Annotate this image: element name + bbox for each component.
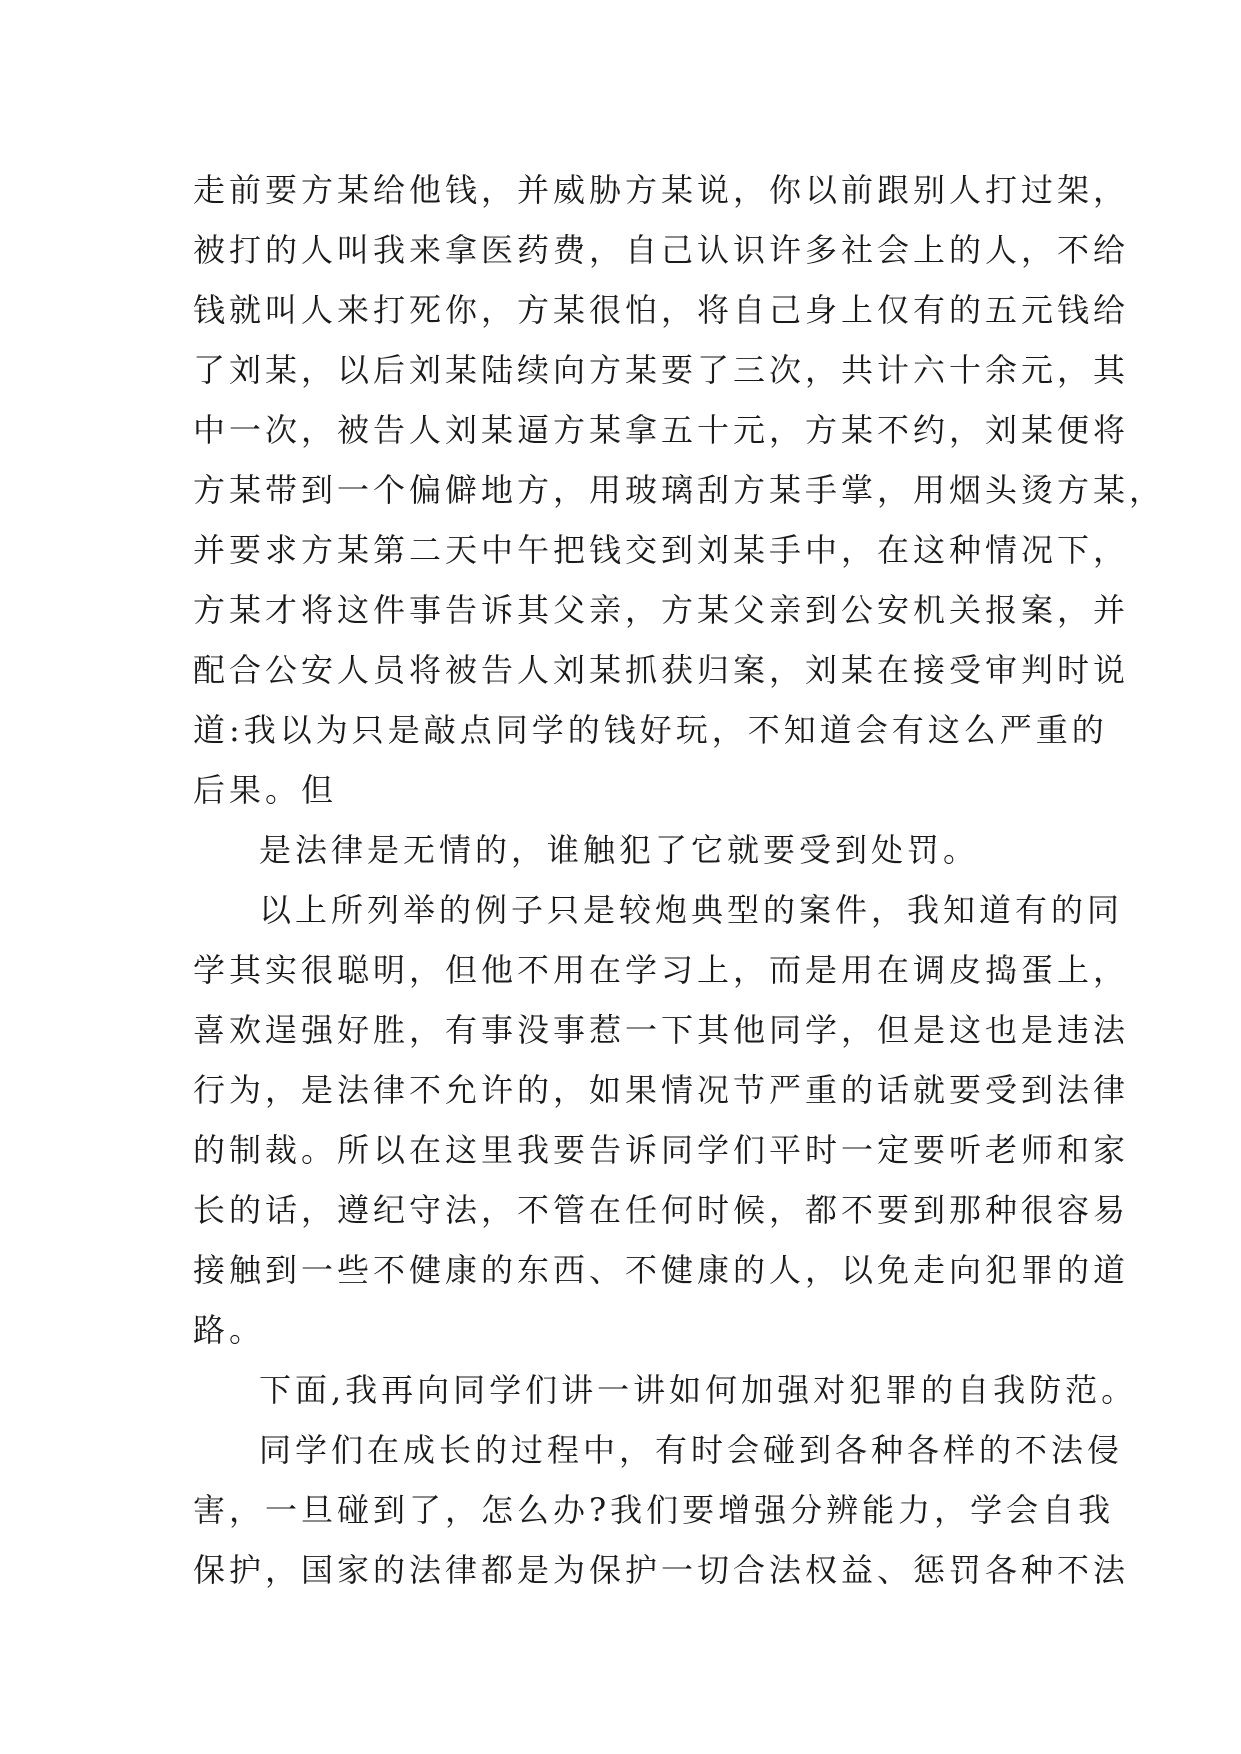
text-line: 路。 <box>193 1311 266 1349</box>
paragraph-start-line: 下面,我再向同学们讲一讲如何加强对犯罪的自我防范。 <box>259 1371 1138 1409</box>
text-line: 长的话，遵纪守法，不管在任何时候，都不要到那种很容易 <box>193 1191 1130 1229</box>
paragraph-start-line: 以上所列举的例子只是较炮典型的案件，我知道有的同 <box>259 891 1124 929</box>
text-line: 中一次，被告人刘某逼方某拿五十元，方某不约，刘某便将 <box>193 411 1130 449</box>
text-line: 方某才将这件事告诉其父亲，方某父亲到公安机关报案，并 <box>193 591 1130 629</box>
text-line: 配合公安人员将被告人刘某抓获归案，刘某在接受审判时说 <box>193 651 1130 689</box>
text-line: 钱就叫人来打死你，方某很怕，将自己身上仅有的五元钱给 <box>193 291 1130 329</box>
text-line: 喜欢逞强好胜，有事没事惹一下其他同学，但是这也是违法 <box>193 1011 1130 1049</box>
text-line: 方某带到一个偏僻地方，用玻璃刮方某手掌，用烟头烫方某， <box>193 471 1166 509</box>
text-line: 保护，国家的法律都是为保护一切合法权益、惩罚各种不法 <box>193 1551 1130 1589</box>
text-line: 走前要方某给他钱，并威胁方某说，你以前跟别人打过架， <box>193 171 1130 209</box>
text-line: 的制裁。所以在这里我要告诉同学们平时一定要听老师和家 <box>193 1131 1130 1169</box>
text-line: 道:我以为只是敲点同学的钱好玩，不知道会有这么严重的 <box>193 711 1108 749</box>
text-line: 害，一旦碰到了，怎么办?我们要增强分辨能力，学会自我 <box>193 1491 1115 1529</box>
paragraph-start-line: 同学们在成长的过程中，有时会碰到各种各样的不法侵 <box>259 1431 1124 1469</box>
text-line: 行为，是法律不允许的，如果情况节严重的话就要受到法律 <box>193 1071 1130 1109</box>
text-line: 了刘某，以后刘某陆续向方某要了三次，共计六十余元，其 <box>193 351 1130 389</box>
text-line: 被打的人叫我来拿医药费，自己认识许多社会上的人，不给 <box>193 231 1130 269</box>
body-text <box>193 160 1166 1600</box>
text-line: 并要求方某第二天中午把钱交到刘某手中，在这种情况下， <box>193 531 1130 569</box>
text-line: 学其实很聪明，但他不用在学习上，而是用在调皮捣蛋上， <box>193 951 1130 989</box>
text-line: 后果。但 <box>193 771 338 809</box>
paragraph-start-line: 是法律是无情的，谁触犯了它就要受到处罚。 <box>259 831 980 869</box>
text-line: 接触到一些不健康的东西、不健康的人，以免走向犯罪的道 <box>193 1251 1130 1289</box>
